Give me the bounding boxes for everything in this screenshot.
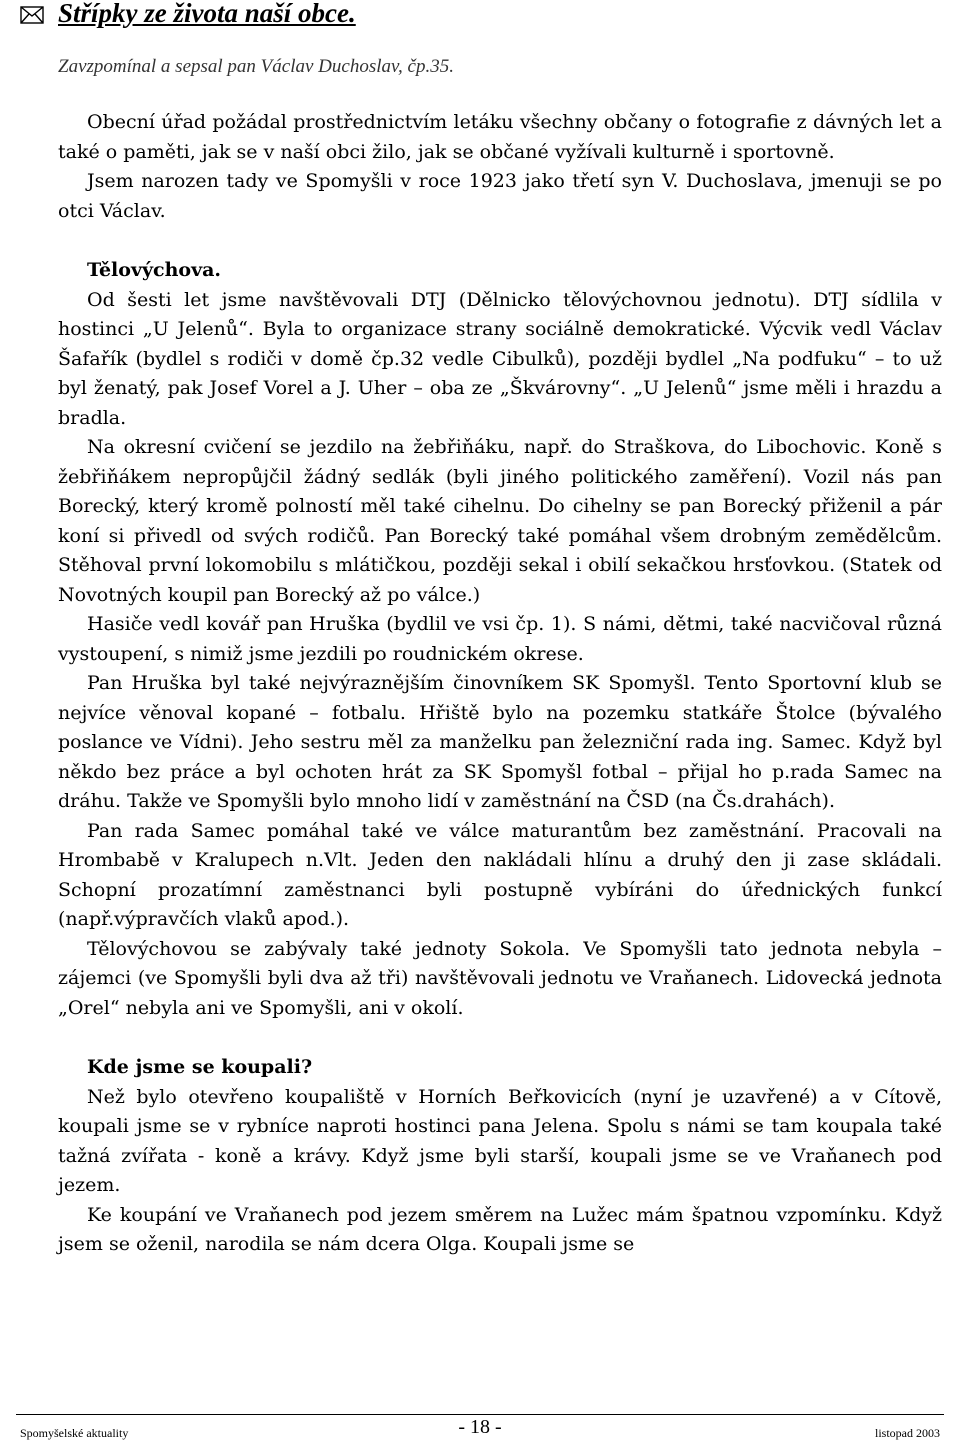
paragraph: Obecní úřad požádal prostřednictvím letáku všechny občany o fotografie z dávných let a také o paměti, jak se v naší obci žilo, jak se občané vyžívali kulturně i sportovně. bbox=[58, 111, 942, 163]
paragraph: Pan rada Samec pomáhal také ve válce maturantům bez zaměstnání. Pracovali na Hrombabě v Kralupech n.Vlt. Jeden den nakládali hlínu a druhý den ji zase skládali. Schopní prozatímní zaměstnanci byli postupně vybíráni do úřednických funkcí (např.výpravčích vlaků apod.). bbox=[58, 819, 942, 930]
footer-divider bbox=[16, 1414, 944, 1415]
paragraph: Než bylo otevřeno koupaliště v Horních Beřkovicích (nyní je uzavřené) a v Cítově, koupali jsme se v rybníce naproti hostinci pana Jelena. Spolu s námi se tam koupala také tažná zvířata - koně a krávy. Když jsme byli starší, koupali jsme se ve Vraňanech pod jezem. bbox=[58, 1085, 942, 1196]
spacer bbox=[58, 226, 942, 256]
publication-name: Spomyšelské aktuality bbox=[20, 1426, 129, 1440]
section-heading-swimming: Kde jsme se koupali? bbox=[87, 1056, 313, 1078]
paragraph: Tělovýchovou se zabývaly také jednoty Sokola. Ve Spomyšli tato jednota nebyla – zájemci (ve Spomyšli byli dva až tři) navštěvovali jednotu ve Vraňanech. Lidovecká jednota „Orel“ nebyla ani ve Spomyšli, ani v okolí. bbox=[58, 937, 942, 1019]
paragraph: Hasiče vedl kovář pan Hruška (bydlil ve vsi čp. 1). S námi, dětmi, také nacvičoval různá vystoupení, s nimiž jsme jezdili po roudnickém okrese. bbox=[58, 613, 942, 665]
issue-date: listopad 2003 bbox=[875, 1426, 940, 1440]
paragraph: Na okresní cvičení se jezdilo na žebřiňáku, např. do Straškova, do Libochovic. Koně s žebřiňákem nepropůjčil žádný sedlák (byli jiného politického zaměření). Vozil nás pan Borecký, který kromě polností měl také cihelnu. Do cihelny se pan Borecký přiženil a pár koní si přivedl od svých rodičů. Pan Borecký také pomáhal všem drobným zemědělcům. Stěhoval první lokomobilu s mlátičkou, později sekal i obilí sekačkou hrsťovkou. (Statek od Novotných koupil pan Borecký až po válce.) bbox=[58, 436, 942, 606]
paragraph: Od šesti let jsme navštěvovali DTJ (Dělnicko tělovýchovnou jednotu). DTJ sídlila v hostinci „U Jelenů“. Byla to organizace strany sociálně demokratické. Výcvik vedl Václav Šafařík (bydlel s rodiči v domě čp.32 vedle Cibulků), později bydlel „Na podfuku“ – to už byl ženatý, pak Josef Vorel a J. Uher – oba ze „Škvárovny“. „U Jelenů“ jsme měli i hrazdu a bradla. bbox=[58, 288, 942, 429]
page-footer bbox=[16, 1416, 944, 1444]
paragraph: Jsem narozen tady ve Spomyšli v roce 1923 jako třetí syn V. Duchoslava, jmenuji se po otci Václav. bbox=[58, 170, 942, 222]
page-number: - 18 - bbox=[458, 1416, 502, 1438]
spacer bbox=[58, 1023, 942, 1053]
article-author: Zavzpomínal a sepsal pan Václav Duchoslav, čp.35. bbox=[58, 56, 454, 77]
envelope-icon bbox=[20, 6, 44, 24]
article-title: Střípky ze života naší obce. bbox=[58, 0, 356, 28]
section-heading-sport: Tělovýchova. bbox=[87, 259, 222, 281]
paragraph: Ke koupání ve Vraňanech pod jezem směrem na Lužec mám špatnou vzpomínku. Když jsem se oženil, narodila se nám dcera Olga. Koupali jsme se bbox=[58, 1203, 942, 1255]
article-body bbox=[58, 108, 942, 1260]
paragraph: Pan Hruška byl také nejvýraznějším činovníkem SK Spomyšl. Tento Sportovní klub se nejvíce věnoval kopané – fotbalu. Hřiště bylo na pozemku statkáře Štolce (bývalého poslance ve Vídni). Jeho sestru měl za manželku pan železniční rada ing. Samec. Když byl někdo bez práce a byl ochoten hrát za SK Spomyšl fotbal – přijal ho p.rada Samec na dráhu. Takže ve Spomyšli bylo mnoho lidí v zaměstnání na ČSD (na Čs.drahách). bbox=[58, 672, 942, 812]
